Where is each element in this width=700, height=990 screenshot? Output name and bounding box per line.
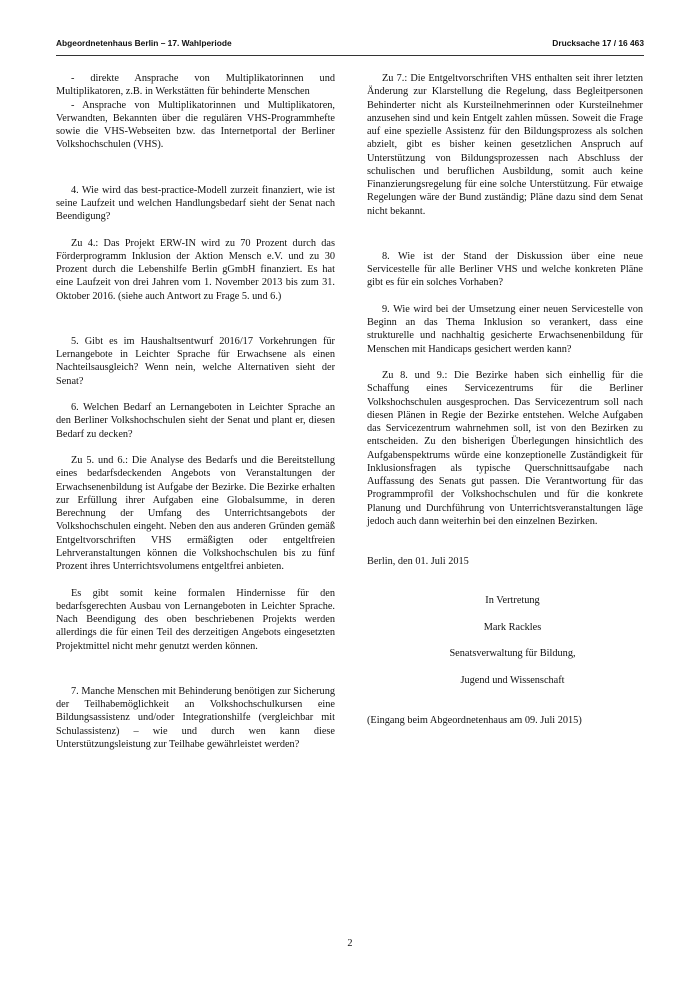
answer-5-6-continued: Es gibt somit keine formalen Hindernisse für den bedarfsgerechten Ausbau von Lernangeboten in Leichter Sprache. Nach Beendigung des oben beschriebenen Projekts werden allerdings die für einen Teil des derzeitigen Angebots eingesetzten Projektmittel nicht mehr genutzt werden können. <box>56 587 335 652</box>
question-7: 7. Manche Menschen mit Behinderung benötigen zur Sicherung der Teilhabemöglichkeit an Volkshochschulkursen eine Bildungsassistenz und/oder Integrationshilfe (vergleichbar mit Schulassistenz) – wie und durch wen kann diese Unterstützungsleistung zur Teilhabe gewährleistet werden? <box>56 685 335 750</box>
signature-name: Mark Rackles <box>483 621 542 633</box>
answer-5-6: Zu 5. und 6.: Die Analyse des Bedarfs und die Bereitstellung eines bedarfsdeckenden Angebots von Veranstaltungen der Erwachsenenbildung ist Aufgabe der Bezirke. Die Bezirke erhalten zur Erfüllung ihrer Aufgaben eine Globalsumme, in deren Berechnung der Umfang des Unterrichtsangebots der Volkshochschulen eingeht. Neben den aus anderen Gründen gemäß Entgeltvorschriften VHS ermäßigten oder entgeltfreien Lehrveranstaltungen können die Volkshochschulen bis zu fünf Prozent ihres Unterrichtsvolumens entgeltfrei anbieten. <box>56 455 335 572</box>
left-column <box>56 72 335 764</box>
question-6: 6. Welchen Bedarf an Lernangeboten in Leichter Sprache an den Berliner Volkshochschulen sieht der Senat und plant er, diesen Bedarf zu decken? <box>56 402 335 440</box>
page-header <box>56 38 644 54</box>
header-rule <box>56 55 644 56</box>
place-and-date: Berlin, den 01. Juli 2015 <box>367 555 469 567</box>
paragraph-direct-address: - direkte Ansprache von Multiplikatorinnen und Multiplikatoren, z.B. in Werkstätten für behinderte Menschen <box>56 73 335 98</box>
receipt-note: (Eingang beim Abgeordnetenhaus am 09. Juli 2015) <box>367 714 582 726</box>
paragraph-indirect-address: - Ansprache von Multiplikatorinnen und Multiplikatoren, Verwandten, Bekannten über die regulären VHS-Programmhefte sowie die VHS-Webseiten bzw. das Internetportal der Berliner Volkshochschulen (VHS). <box>56 99 335 151</box>
signature-office-line-2: Jugend und Wissenschaft <box>460 674 565 686</box>
page-number: 2 <box>347 938 353 949</box>
header-document-number: Drucksache 17 / 16 463 <box>552 38 644 48</box>
answer-4: Zu 4.: Das Projekt ERW-IN wird zu 70 Prozent durch das Förderprogramm Inklusion der Aktion Mensch e.V. und zu 30 Prozent durch die Lebenshilfe Berlin gGmbH finanziert. Es hat eine Laufzeit von drei Jahren vom 1. November 2013 bis zum 31. Oktober 2016. (siehe auch Antwort zu Frage 5. und 6.) <box>56 237 335 302</box>
question-8: 8. Wie ist der Stand der Diskussion über eine neue Servicestelle für alle Berliner VHS und welche konkreten Pläne gibt es für ein solches Vorhaben? <box>367 250 643 289</box>
signature-office-line-1: Senatsverwaltung für Bildung, <box>449 648 576 660</box>
question-4: 4. Wie wird das best-practice-Modell zurzeit finanziert, wie ist seine Laufzeit und welchen Handlungsbedarf sieht der Senat nach Beendigung? <box>56 184 335 222</box>
answer-7: Zu 7.: Die Entgeltvorschriften VHS enthalten seit ihrer letzten Änderung zur Klarstellung die Regelung, dass Begleitpersonen Behinderter nicht als Kursteilnehmerinnen oder Kursteilnehmer anzusehen sind und kein Entgelt zahlen müssen. Soweit die Frage auf eine spezielle Assistenz für den Bildungsprozess als solchen abzielt, gibt es bisher keinen gesetzlichen Anspruch auf Unterstützung von Bildungsprozessen nach Abschluss der schulischen und beruflichen Ausbildung, somit auch keine Finanzierungsregelung für eine solche Unterstützung. Für etwaige Regelungen wäre der Bund zuständig; Pläne dazu sind dem Senat nicht bekannt. <box>367 73 643 217</box>
header-parliament-label: Abgeordnetenhaus Berlin – 17. Wahlperiode <box>56 38 232 48</box>
answer-8-9: Zu 8. und 9.: Die Bezirke haben sich einhellig für die Schaffung eines Servicezentrums für die Berliner Volkshochschulen ausgesprochen. Das Servicezentrum soll nach diesen Plänen in Regie der Bezirke entstehen. Welche Aufgaben das Servicezentrum wahrnehmen soll, ist von den Bezirken zu entscheiden. Zu den bisherigen Überlegungen hinsichtlich des Aufgabenspektrums würde eine konzeptionelle Zuständigkeit für Inklusionsfragen als typische Querschnittsaufgabe nach Auffassung des Senats gut passen. Die Verantwortung für das Programmprofil der Volkshochschulen und für die konkrete Planung und Durchführung von Unterrichtsveranstaltungen läge jedoch auch dann weiterhin bei den einzelnen Bezirken. <box>367 370 643 527</box>
question-9: 9. Wie wird bei der Umsetzung einer neuen Servicestelle von Beginn an das Thema Inklusion so verankert, dass eine strukturelle und nachhaltig gesicherte Erwachsenenbildung für Menschen mit Handicaps gesichert werden kann? <box>367 303 643 355</box>
right-column <box>367 72 643 740</box>
signature-on-behalf: In Vertretung <box>485 595 540 607</box>
question-5: 5. Gibt es im Haushaltsentwurf 2016/17 Vorkehrungen für Lernangebote in Leichter Sprache für Erwachsene als einen Nachteilsausgleich? Wenn nein, welche Alternativen sieht der Senat? <box>56 335 335 387</box>
